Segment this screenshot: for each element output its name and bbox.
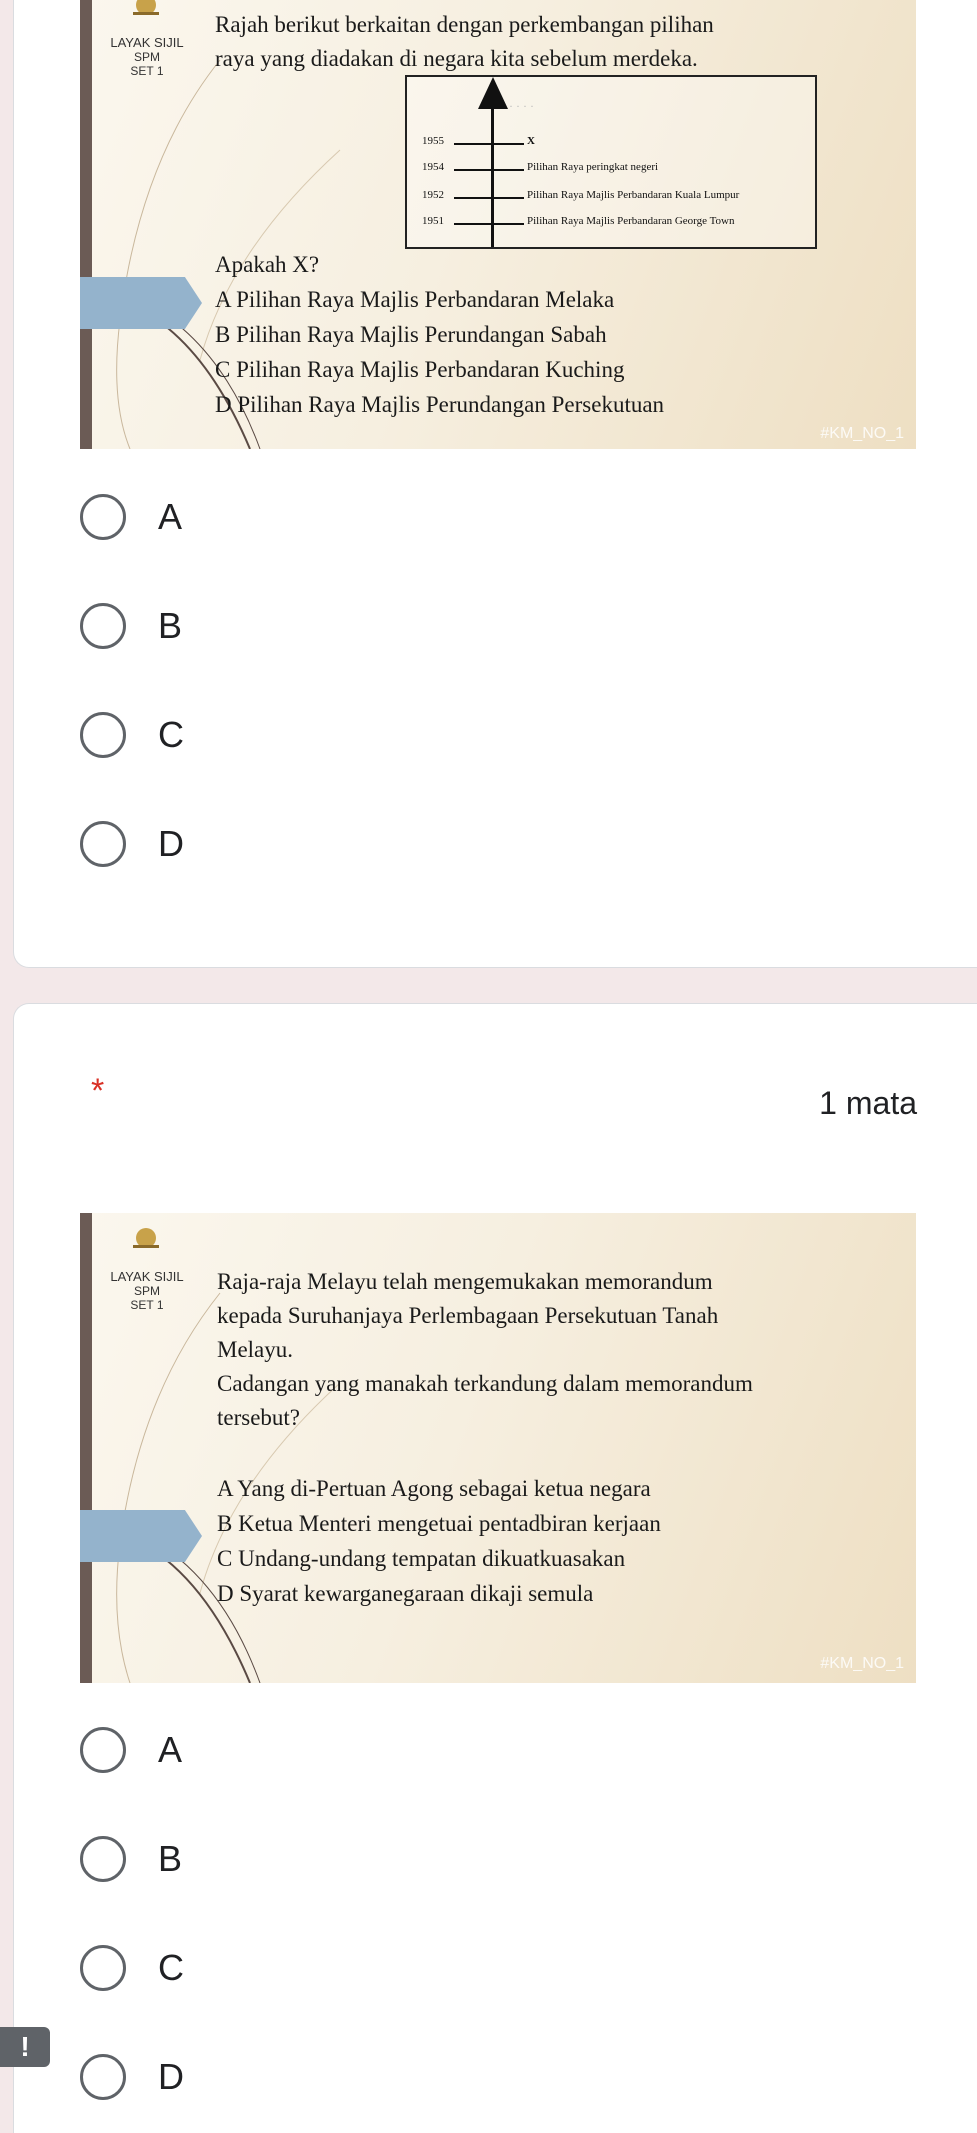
radio-button[interactable] (80, 712, 126, 758)
series-label: LAYAK SIJIL SPM SET 1 (110, 1269, 184, 1312)
radio-button[interactable] (80, 1727, 126, 1773)
timeline-row: 1952 Pilihan Raya Majlis Perbandaran Kuala Lumpur (422, 189, 740, 201)
required-asterisk: * (91, 1072, 105, 1110)
report-badge[interactable]: ! (0, 2027, 50, 2067)
question-choices: A Yang di-Pertuan Agong sebagai ketua negara B Ketua Menteri mengetuai pentadbiran kerjaan C Undang-undang tempatan dikuatkuasakan D Syarat kewarganegaraan dikaji semula (217, 1476, 661, 1606)
crest-logo (127, 0, 165, 18)
image-tag: #KM_NO_1 (820, 1655, 904, 1672)
question-image-1 (80, 0, 916, 449)
radio-button[interactable] (80, 494, 126, 540)
faint-background-text: · · · · · (502, 99, 534, 113)
decorative-tab (80, 277, 202, 329)
radio-button[interactable] (80, 603, 126, 649)
points-label: 1 mata (819, 1085, 917, 1121)
option-c[interactable]: C (80, 706, 184, 764)
radio-button[interactable] (80, 821, 126, 867)
timeline-row: 1955 X (422, 135, 535, 147)
option-d[interactable]: D (80, 2048, 184, 2106)
radio-button[interactable] (80, 2054, 126, 2100)
decorative-tab (80, 1510, 202, 1562)
image-tag: #KM_NO_1 (820, 425, 904, 442)
radio-button[interactable] (80, 1836, 126, 1882)
series-label: LAYAK SIJIL SPM SET 1 (110, 35, 184, 78)
crest-logo (127, 1225, 165, 1251)
option-b[interactable]: B (80, 1830, 182, 1888)
question-stem: Rajah berikut berkaitan dengan perkembangan pilihan raya yang diadakan di negara kita sebelum merdeka. (215, 12, 714, 71)
option-c[interactable]: C (80, 1939, 184, 1997)
option-a[interactable]: A (80, 1721, 182, 1779)
timeline-row: 1954 Pilihan Raya peringkat negeri (422, 161, 659, 173)
option-a[interactable]: A (80, 488, 182, 546)
radio-button[interactable] (80, 1945, 126, 1991)
question-stem: Raja-raja Melayu telah mengemukakan memorandum kepada Suruhanjaya Perlembagaan Persekutuan Tanah Melayu. Cadangan yang manakah terkandung dalam memorandum tersebut? (217, 1269, 753, 1430)
timeline-row: 1951 Pilihan Raya Majlis Perbandaran George Town (422, 215, 735, 227)
option-b[interactable]: B (80, 597, 182, 655)
question-choices: Apakah X? A Pilihan Raya Majlis Perbandaran Melaka B Pilihan Raya Majlis Perundangan Sabah C Pilihan Raya Majlis Perbandaran Kuching D Pilihan Raya Majlis Perundangan Persekutuan (215, 252, 665, 417)
timeline-figure (405, 75, 817, 249)
option-d[interactable]: D (80, 815, 184, 873)
question-image-2 (80, 1213, 916, 1683)
